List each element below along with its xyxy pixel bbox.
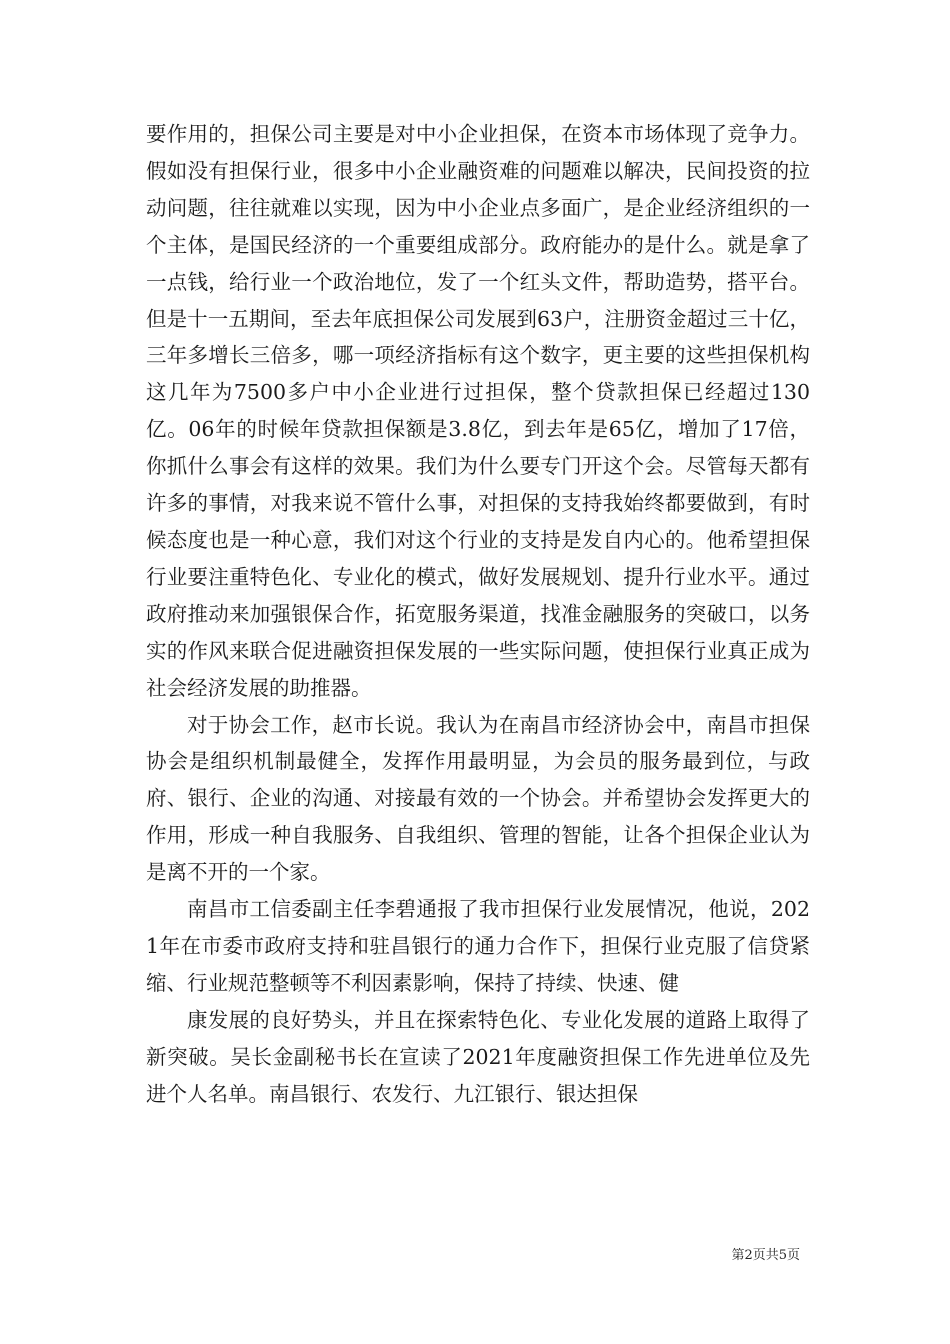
paragraph-3: 南昌市工信委副主任李碧通报了我市担保行业发展情况，他说，2021年在市委市政府支持和驻昌银行的通力合作下，担保行业克服了信贷紧缩、行业规范整顿等不利因素影响，保持了持续、快速、健 xyxy=(146,897,810,995)
paragraph-1: 要作用的，担保公司主要是对中小企业担保，在资本市场体现了竞争力。假如没有担保行业，很多中小企业融资难的问题难以解决，民间投资的拉动问题，往往就难以实现，因为中小企业点多面广，是企业经济组织的一个主体，是国民经济的一个重要组成部分。政府能办的是什么。就是拿了一点钱，给行业一个政治地位，发了一个红头文件，帮助造势，搭平台。但是十一五期间，至去年底担保公司发展到63户，注册资金超过三十亿，三年多增长三倍多，哪一项经济指标有这个数字，更主要的这些担保机构这几年为7500多户中小企业进行过担保，整个贷款担保已经超过130亿。06年的时候年贷款担保额是3.8亿，到去年是65亿，增加了17倍，你抓什么事会有这样的效果。我们为什么要专门开这个会。尽管每天都有许多的事情，对我来说不管什么事，对担保的支持我始终都要做到，有时候态度也是一种心意，我们对这个行业的支持是发自内心的。他希望担保行业要注重特色化、专业化的模式，做好发展规划、提升行业水平。通过政府推动来加强银保合作，拓宽服务渠道，找准金融服务的突破口，以务实的作风来联合促进融资担保发展的一些实际问题，使担保行业真正成为社会经济发展的助推器。 xyxy=(146,122,810,700)
paragraph-2: 对于协会工作，赵市长说。我认为在南昌市经济协会中，南昌市担保协会是组织机制最健全，发挥作用最明显，为会员的服务最到位，与政府、银行、企业的沟通、对接最有效的一个协会。并希望协会发挥更大的作用，形成一种自我服务、自我组织、管理的智能，让各个担保企业认为是离不开的一个家。 xyxy=(146,712,810,885)
document-body xyxy=(146,116,810,1112)
page-number-footer: 第2页共5页 xyxy=(731,1248,800,1263)
paragraph-4: 康发展的良好势头，并且在探索特色化、专业化发展的道路上取得了新突破。吴长金副秘书长在宣读了2021年度融资担保工作先进单位及先进个人名单。南昌银行、农发行、九江银行、银达担保 xyxy=(146,1007,810,1106)
